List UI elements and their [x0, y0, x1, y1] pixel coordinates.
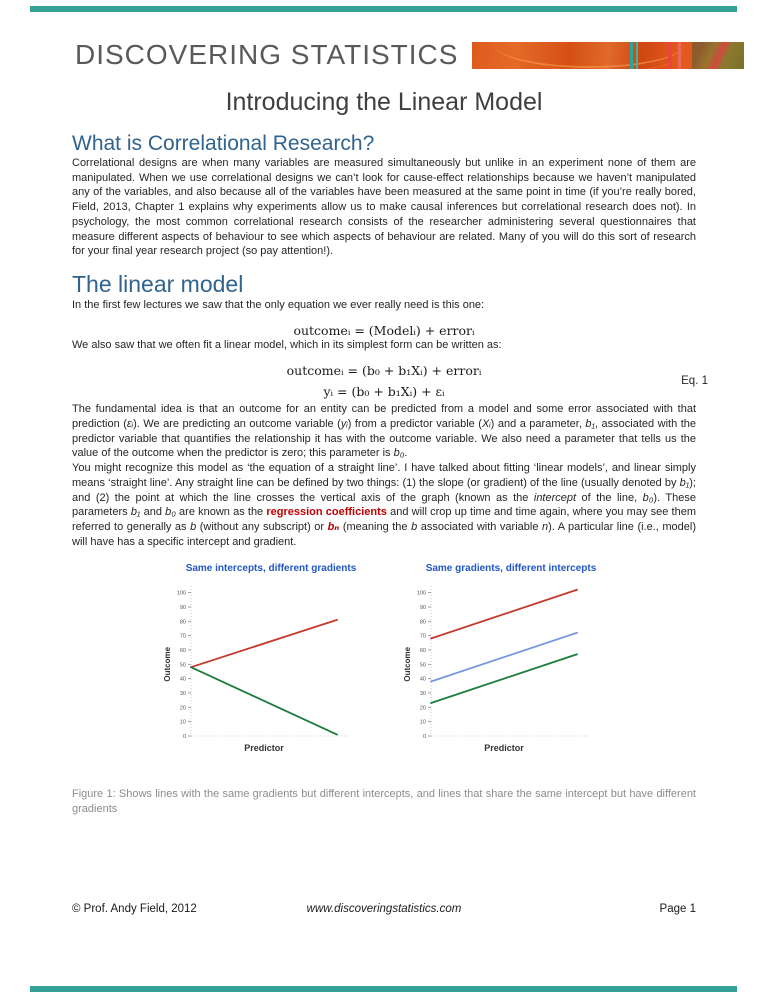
heading-correlational-research: What is Correlational Research? — [72, 132, 375, 155]
svg-text:20: 20 — [179, 705, 186, 712]
text-segment: b₀ — [165, 506, 176, 519]
line-chart — [161, 576, 367, 768]
text-segment: b₁ — [679, 476, 690, 489]
bottom-divider-rule — [30, 986, 737, 992]
footer-website: www.discoveringstatistics.com — [306, 903, 462, 915]
svg-text:10: 10 — [419, 720, 426, 727]
text-segment: b₁ — [585, 418, 595, 431]
paragraph-correlational: Correlational designs are when many variables are measured simultaneously but unlike in an experiment none of them are manipulated. When we use correlational designs we can’t look for cause-effect relationships because we haven’t manipulated any of the variables, and also because all of the variables have been measured at the same point in time (if you’re really bored, Field, 2013, Chapter 1 explains why experiments allow us to make causal inferences but correlational research does not). In psychology, the most common correlational research consists of the researcher administering several questionnaires that measure different aspects of behaviour to see which aspects of behaviour are related. Many of you will do this sort of research for your final year research project (so pay attention!). — [72, 157, 696, 258]
text-segment: εᵢ — [126, 418, 134, 431]
text-segment: Xᵢ — [481, 418, 491, 431]
svg-text:80: 80 — [419, 619, 426, 626]
figure-1-charts — [72, 563, 696, 773]
svg-text:80: 80 — [179, 619, 186, 626]
banner-teal-streak — [630, 42, 633, 69]
paragraph-intro: In the first few lectures we saw that the only equation we ever really need is this one: — [72, 298, 485, 311]
banner-red-streak — [668, 42, 672, 69]
text-segment: are known as the — [175, 506, 267, 519]
equation-1-block — [72, 360, 708, 402]
text-segment: (without any subscript) or — [196, 520, 328, 533]
svg-text:10: 10 — [179, 720, 186, 727]
svg-text:0: 0 — [422, 734, 426, 741]
document-title: Introducing the Linear Model — [225, 88, 543, 116]
text-segment: ) from a predictor variable ( — [347, 418, 482, 431]
banner-olive-block — [692, 42, 744, 69]
text-segment: b₀ — [642, 491, 654, 504]
svg-text:60: 60 — [419, 648, 426, 655]
header-banner-image — [472, 42, 744, 69]
text-segment: ). These parameters — [72, 491, 696, 519]
svg-text:Outcome: Outcome — [163, 647, 172, 682]
chart-canvas-left — [161, 576, 367, 773]
svg-text:30: 30 — [179, 691, 186, 698]
text-segment: (meaning the — [339, 520, 412, 533]
chart-title-right: Same gradients, different intercepts — [425, 563, 597, 575]
text-segment: ). We are predicting an outcome variable ( — [133, 418, 341, 431]
page-header — [75, 39, 697, 71]
text-segment: and will crop up time and time again, where you may see them referred to generally as — [72, 506, 696, 533]
text-segment: ). A particular line (i.e., model) will have has a specific intercept and gradient. — [72, 520, 696, 548]
svg-text:90: 90 — [419, 605, 426, 612]
text-segment: The fundamental idea is that an outcome for an entity can be predicted from a model and some error associated with that prediction ( — [72, 403, 696, 431]
text-segment: intercept — [533, 491, 577, 504]
line-chart — [401, 576, 607, 768]
equation-1-label: Eq. 1 — [681, 375, 708, 388]
text-segment: regression coefficients — [266, 506, 387, 519]
svg-text:70: 70 — [179, 633, 186, 640]
text-segment: b — [411, 520, 418, 533]
banner-red-streak — [678, 42, 681, 69]
paragraph-fundamental-idea — [72, 402, 696, 461]
text-segment: associated with variable — [417, 520, 542, 533]
svg-text:30: 30 — [419, 691, 426, 698]
top-divider-rule — [30, 6, 737, 12]
footer-page-number: Page 1 — [659, 903, 696, 915]
svg-text:40: 40 — [179, 677, 186, 684]
svg-text:50: 50 — [419, 662, 426, 669]
footer-copyright: © Prof. Andy Field, 2012 — [72, 903, 197, 915]
equation-1-line-2: yᵢ = (b₀ + b₁Xᵢ) + εᵢ — [323, 384, 445, 400]
svg-text:50: 50 — [179, 662, 186, 669]
svg-text:100: 100 — [176, 590, 186, 597]
text-segment: b₀ — [393, 447, 405, 460]
svg-text:100: 100 — [416, 590, 426, 597]
paragraph-straight-line — [72, 461, 696, 549]
svg-text:Outcome: Outcome — [403, 647, 412, 682]
svg-text:90: 90 — [179, 605, 186, 612]
svg-text:20: 20 — [419, 705, 426, 712]
paragraph-mid: We also saw that we often fit a linear model, which in its simplest form can be written as: — [72, 338, 502, 351]
text-segment: ) and a parameter, — [490, 418, 586, 431]
heading-linear-model: The linear model — [72, 270, 244, 297]
banner-wave-decor — [521, 42, 684, 69]
text-segment: yᵢ — [340, 418, 348, 431]
page-footer — [72, 903, 696, 915]
svg-text:0: 0 — [182, 734, 186, 741]
svg-text:60: 60 — [179, 648, 186, 655]
text-segment: bₙ — [327, 520, 340, 533]
text-segment: and — [140, 506, 166, 519]
text-segment: You might recognize this model as ‘the equation of a straight line’. I have talked about fitting ‘linear models’, and linear simply means ‘straight line’. Any straight line can be defined by two things: (1) the slope (or gradient) of the line (usually denoted by — [72, 462, 696, 489]
figure-1-caption: Figure 1: Shows lines with the same gradients but different intercepts, and lines that share the same intercept but have different gradients — [72, 788, 696, 815]
svg-text:Predictor: Predictor — [484, 743, 524, 754]
document-body — [72, 126, 708, 827]
text-segment: , associated with the predictor variable that quantifies the relationship it has with the outcome variable. We also need a parameter that tells us the value of the outcome when the predictor is zero; this parameter is — [72, 418, 696, 460]
chart-title-left: Same intercepts, different gradients — [185, 563, 357, 575]
brand-title: DISCOVERING STATISTICS — [75, 39, 459, 70]
svg-text:70: 70 — [419, 633, 426, 640]
text-segment: b — [190, 520, 197, 533]
svg-text:Predictor: Predictor — [244, 743, 284, 754]
svg-text:40: 40 — [419, 677, 426, 684]
chart-canvas-right — [401, 576, 607, 773]
banner-teal-streak — [636, 42, 638, 69]
chart-same-intercepts — [161, 563, 367, 773]
text-segment: ); and (2) the point at which the line crosses the vertical axis of the graph (known as the — [72, 476, 696, 504]
text-segment: . — [404, 447, 408, 460]
text-segment: n — [541, 520, 549, 533]
equation-1-line-1: outcomeᵢ = (b₀ + b₁Xᵢ) + errorᵢ — [286, 363, 482, 379]
text-segment: b₁ — [130, 506, 141, 519]
chart-same-gradients — [401, 563, 607, 773]
equation-model: outcomeᵢ = (Modelᵢ) + errorᵢ — [293, 322, 475, 338]
text-segment: of the line, — [576, 491, 643, 504]
